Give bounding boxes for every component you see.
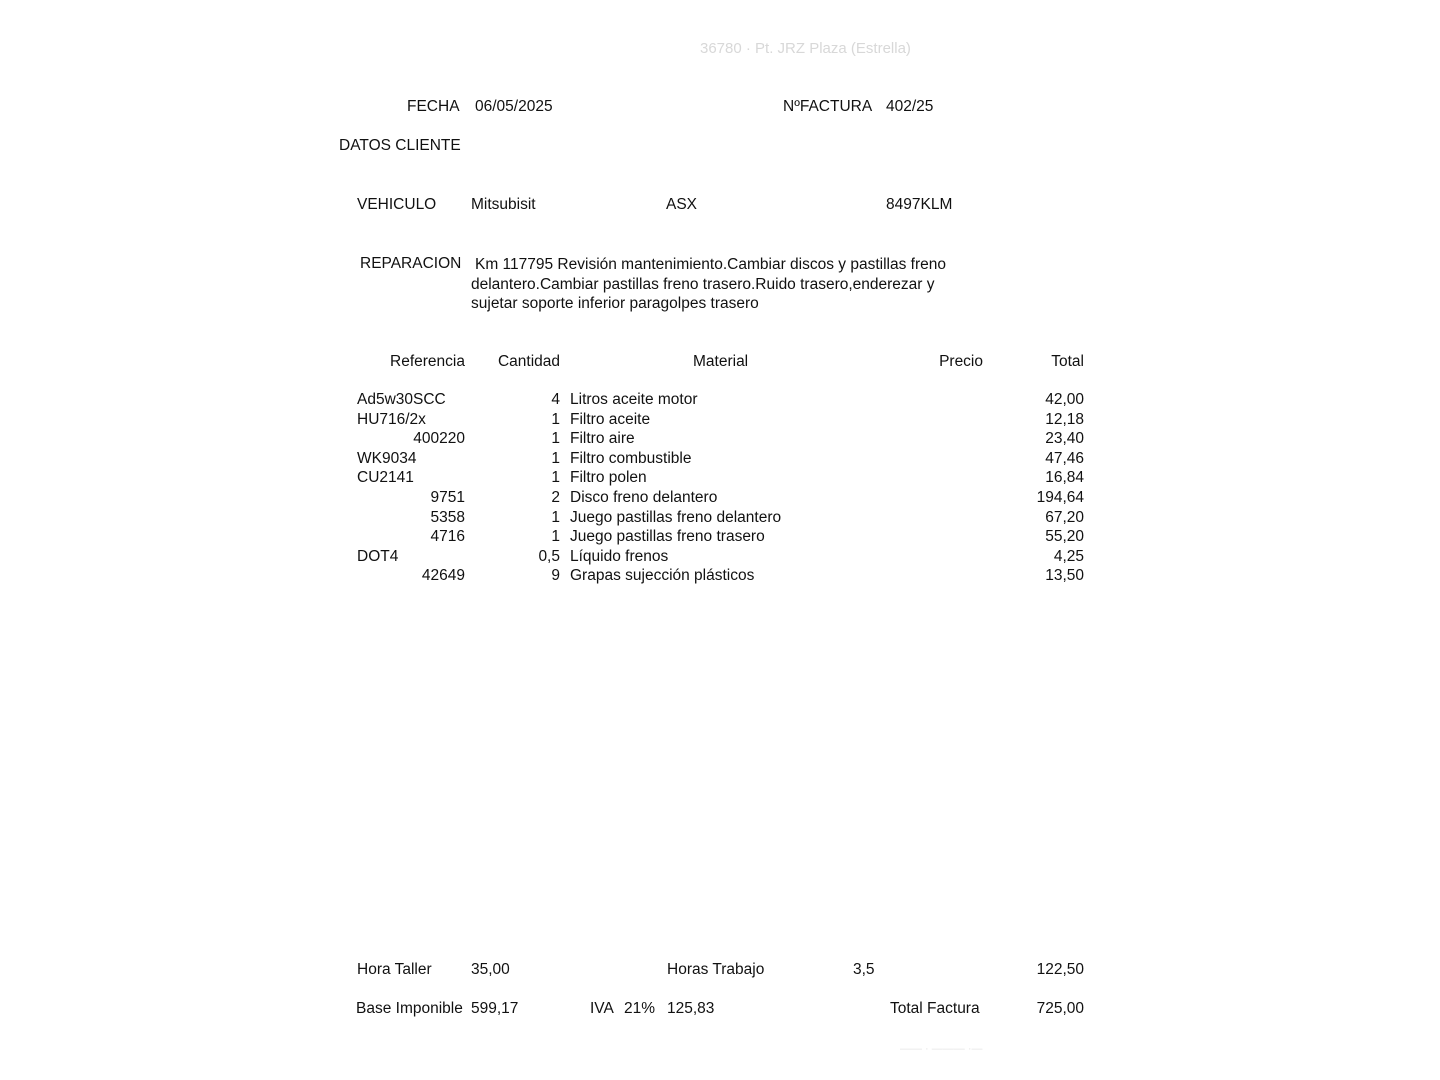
factura-value: 402/25: [886, 98, 934, 115]
table-row: [0, 509, 1440, 529]
table-row: [0, 548, 1440, 568]
base-imponible-label: Base Imponible: [356, 1000, 463, 1017]
cell-cantidad: 4: [551, 391, 560, 408]
fecha-value: 06/05/2025: [475, 98, 553, 115]
cell-referencia: WK9034: [357, 449, 417, 467]
cell-referencia: 400220: [413, 430, 465, 448]
cell-cantidad: 1: [551, 528, 560, 546]
cell-total: 67,20: [1045, 508, 1084, 526]
cell-material: Filtro aceite: [570, 410, 651, 428]
datos-cliente-label: DATOS CLIENTE: [339, 137, 461, 154]
cell-total: 42,00: [1045, 391, 1084, 408]
cell-material: Filtro polen: [570, 469, 647, 487]
header-cantidad: Cantidad: [497, 353, 560, 370]
cell-cantidad: 1: [551, 508, 560, 526]
header-referencia: Referencia: [390, 353, 465, 370]
cell-total: 16,84: [1045, 469, 1084, 487]
cell-cantidad: 2: [551, 489, 560, 506]
cell-cantidad: 9: [551, 567, 560, 585]
cell-referencia: CU2141: [357, 469, 414, 487]
reparacion-description: Km 117795 Revisión mantenimiento.Cambiar discos y pastillas freno delantero.Cambiar pastillas freno trasero.Ruido trasero,enderezar y sujetar soporte inferior paragolpes trasero: [471, 256, 946, 312]
cell-referencia: DOT4: [357, 547, 399, 565]
iva-value: 125,83: [667, 1000, 715, 1017]
cell-total: 4,25: [1053, 547, 1084, 565]
header-total: Total: [1051, 353, 1084, 370]
horas-trabajo-label: Horas Trabajo: [667, 961, 765, 978]
reparacion-text: [471, 255, 971, 314]
cell-material: Filtro aire: [570, 430, 635, 448]
labor-total: 122,50: [1036, 961, 1084, 978]
table-row: [0, 528, 1440, 548]
total-factura-label: Total Factura: [890, 1000, 980, 1017]
vehiculo-make: Mitsubisit: [471, 196, 536, 213]
faded-header-text: 36780 · Pt. JRZ Plaza (Estrella): [700, 40, 911, 57]
reparacion-label: REPARACION: [360, 255, 462, 272]
base-imponible-value: 599,17: [471, 1000, 519, 1017]
cell-referencia: HU716/2x: [357, 410, 426, 428]
cell-cantidad: 1: [551, 410, 560, 428]
fecha-label: FECHA: [407, 98, 460, 115]
cell-material: Líquido frenos: [570, 547, 669, 565]
header-material: Material: [693, 353, 749, 370]
cell-cantidad: 0,5: [538, 547, 560, 565]
header-precio: Precio: [939, 353, 983, 370]
table-row: [0, 450, 1440, 470]
cell-total: 23,40: [1045, 430, 1084, 448]
iva-label: IVA: [590, 1000, 614, 1017]
cell-total: 12,18: [1045, 410, 1084, 428]
cell-referencia: Ad5w30SCC: [357, 391, 446, 408]
iva-rate: 21%: [624, 1000, 656, 1017]
cell-total: 194,64: [1036, 489, 1084, 506]
vehiculo-label: VEHICULO: [357, 196, 437, 213]
cell-cantidad: 1: [551, 449, 560, 467]
factura-label: NºFACTURA: [783, 98, 873, 115]
cell-referencia: 42649: [421, 567, 465, 585]
table-row: [0, 391, 1440, 411]
cell-referencia: 9751: [430, 489, 465, 506]
cell-material: Disco freno delantero: [570, 489, 718, 506]
faded-footer-text: —— · ——— ·—: [900, 1043, 983, 1055]
vehiculo-model: ASX: [666, 196, 698, 213]
cell-material: Litros aceite motor: [570, 391, 698, 408]
table-row: [0, 489, 1440, 509]
cell-referencia: 5358: [430, 508, 465, 526]
cell-material: Juego pastillas freno delantero: [570, 508, 782, 526]
cell-material: Juego pastillas freno trasero: [570, 528, 765, 546]
cell-referencia: 4716: [430, 528, 465, 546]
cell-cantidad: 1: [551, 430, 560, 448]
table-row: [0, 430, 1440, 450]
cell-material: Grapas sujección plásticos: [570, 567, 755, 585]
table-row: [0, 411, 1440, 431]
horas-trabajo-value: 3,5: [853, 961, 875, 978]
cell-total: 55,20: [1045, 528, 1084, 546]
cell-total: 47,46: [1045, 449, 1084, 467]
table-row: [0, 469, 1440, 489]
vehiculo-plate: 8497KLM: [886, 196, 953, 213]
total-factura-value: 725,00: [1036, 1000, 1084, 1017]
hora-taller-label: Hora Taller: [357, 961, 432, 978]
table-row: [0, 567, 1440, 587]
hora-taller-value: 35,00: [471, 961, 510, 978]
cell-total: 13,50: [1045, 567, 1084, 585]
cell-material: Filtro combustible: [570, 449, 692, 467]
cell-cantidad: 1: [551, 469, 560, 487]
